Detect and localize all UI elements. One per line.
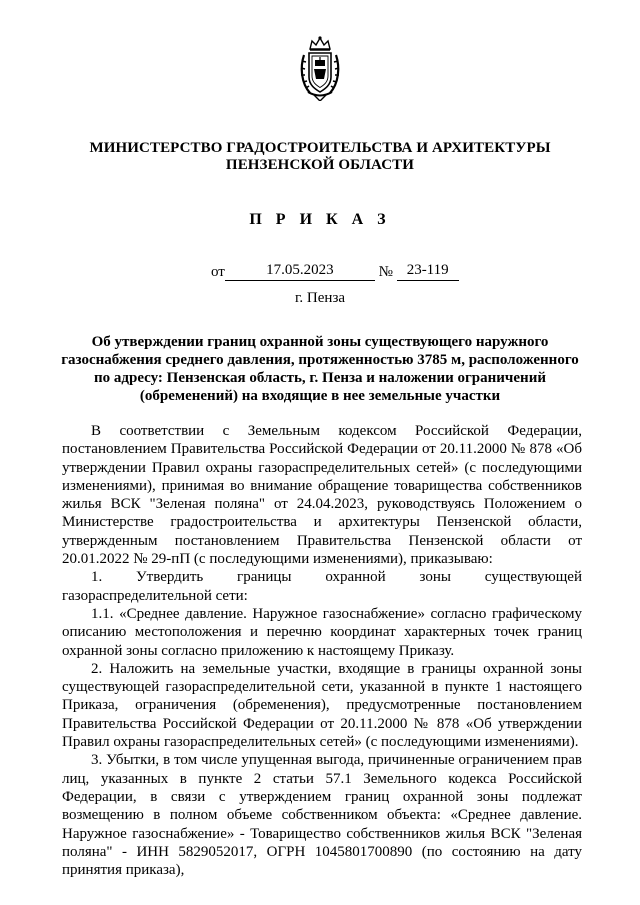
body-paragraph-3: 3. Убытки, в том числе упущенная выгода, причиненные ограничением прав лиц, указанных в пункте 2 статьи 57.1 Земельного кодекса Российской Федерации, в связи с утверждением границ охранной зоны подлежат возмещению в полном объеме собственником объекта: «Среднее давление. Наружное газоснабжение» - Товарищество собственников жилья ВСК "Зеленая поляна" - ИНН 5829052017, ОГРН 1045801700890 (по состоянию на дату принятия приказа), [62,752,582,879]
document-type: П Р И К А З [249,211,391,228]
title-line-2: газоснабжения среднего давления, протяженностью 3785 м, расположенного [61,352,579,368]
date-number-line [211,262,459,281]
number-label: № [378,264,393,280]
ministry-name [60,140,580,174]
date-from-label: от [211,264,225,280]
order-title [60,333,580,405]
coat-of-arms-emblem [298,35,342,101]
ministry-line-2: ПЕНЗЕНСКОЙ ОБЛАСТИ [225,157,415,173]
order-date: 17.05.2023 [225,262,375,281]
body-paragraph-1-1: 1.1. «Среднее давление. Наружное газоснабжение» согласно графическому описанию местоположения и перечню координат характерных точек границ охранной зоны согласно приложению к настоящему Приказу. [62,605,582,659]
title-line-3: по адресу: Пензенская область, г. Пенза и наложении ограничений [94,370,546,386]
city: г. Пенза [294,290,346,306]
body-paragraph-2: 2. Наложить на земельные участки, входящие в границы охранной зоны существующей газораспределительной сети, указанной в пункте 1 настоящего Приказа, ограничения (обременения), предусмотренные постановлением Правительства Российской Федерации от 20.11.2000 № 878 «Об утверждении Правил охраны газораспределительных сетей» (с последующими изменениями). [62,660,582,751]
ministry-line-1: МИНИСТЕРСТВО ГРАДОСТРОИТЕЛЬСТВА И АРХИТЕКТУРЫ [89,140,551,156]
body-paragraph-preamble: В соответствии с Земельным кодексом Российской Федерации, постановлением Правительства Российской Федерации от 20.11.2000 № 878 «Об утверждении Правил охраны газораспределительных сетей» (с последующими изменениями), принимая во внимание обращение товарищества собственников жилья ВСК "Зеленая поляна" от 24.04.2023, руководствуясь Положением о Министерстве градостроительства и архитектуры Пензенской области, утвержденным постановлением Правительства Пензенской области от 20.01.2022 № 29-пП (с последующими изменениями), приказываю: [62,423,582,568]
order-number: 23-119 [397,262,459,281]
order-body [62,422,582,879]
title-line-4: (обременений) на входящие в нее земельные участки [139,388,501,404]
body-paragraph-1: 1. Утвердить границы охранной зоны существующей газораспределительной сети: [62,569,582,604]
title-line-1: Об утверждении границ охранной зоны существующего наружного [91,334,549,350]
